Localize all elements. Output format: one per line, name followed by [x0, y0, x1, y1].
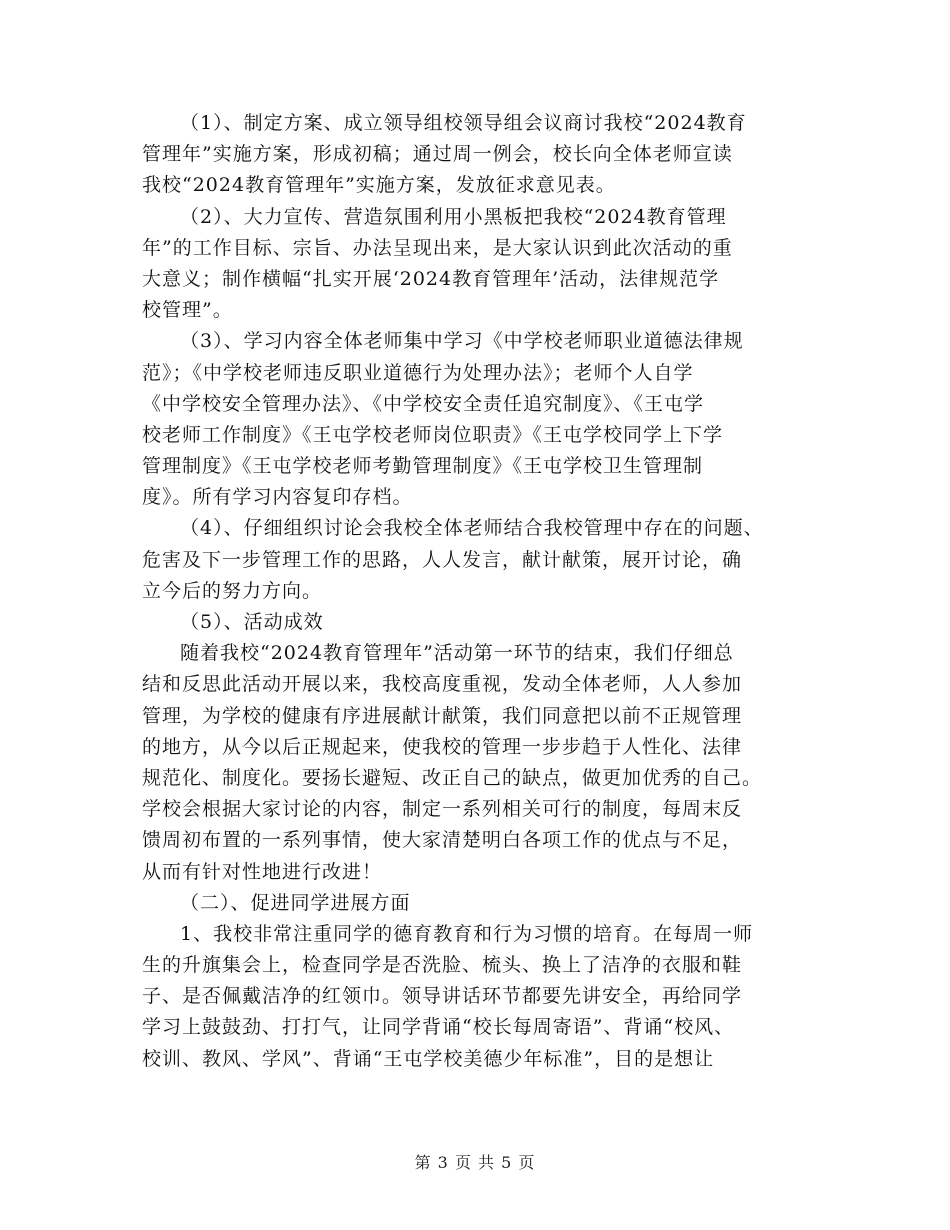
text-line: （4）、仔细组织讨论会我校全体老师结合我校管理中存在的问题、 — [180, 517, 764, 540]
text-line: 校管理”。 — [142, 299, 233, 322]
paragraph-p5 — [142, 607, 822, 638]
text-line: 从而有针对性地进行改进！ — [142, 860, 383, 883]
text-line: 学习上鼓鼓劲、打打气，让同学背诵“校长每周寄语”、背诵“校风、 — [142, 1016, 735, 1039]
text-line: 管理，为学校的健康有序进展献计献策，我们同意把以前不正规管理 — [142, 704, 743, 727]
text-line: 度》。所有学习内容复印存档。 — [142, 486, 413, 509]
page-footer — [0, 1150, 950, 1173]
text-line: （5）、活动成效 — [180, 611, 324, 633]
text-line: 子、是否佩戴洁净的红领巾。领导讲话环节都要先讲安全，再给同学 — [142, 985, 743, 1008]
paragraph-p2 — [142, 202, 822, 327]
text-line: 生的升旗集会上，检查同学是否洗脸、梳头、换上了洁净的衣服和鞋 — [142, 954, 743, 977]
text-line: 随着我校“2024教育管理年”活动第一环节的结束，我们仔细总 — [180, 642, 734, 665]
paragraph-p4 — [142, 513, 822, 607]
text-line: 我校“2024教育管理年”实施方案，发放征求意见表。 — [142, 174, 616, 197]
text-line: 大意义；制作横幅“扎实开展‘2024教育管理年’活动，法律规范学 — [142, 267, 720, 290]
text-line: 学校会根据大家讨论的内容，制定一系列相关可行的制度，每周末反 — [142, 798, 743, 821]
text-line: 结和反思此活动开展以来，我校高度重视，发动全体老师，人人参加 — [142, 673, 743, 696]
document-body — [142, 108, 822, 1075]
paragraph-p3 — [142, 326, 822, 513]
text-line: 范》；《中学校老师违反职业道德行为处理办法》；老师个人自学 — [142, 361, 694, 384]
text-line: 的地方，从今以后正规起来，使我校的管理一步步趋于人性化、法律 — [142, 735, 743, 758]
text-line: 1、我校非常注重同学的德育教育和行为习惯的培育。在每周一师 — [180, 922, 754, 945]
text-line: 年”的工作目标、宗旨、办法呈现出来，是大家认识到此次活动的重 — [142, 236, 733, 259]
paragraph-p8 — [142, 919, 822, 1075]
paragraph-p6 — [142, 638, 822, 888]
text-line: 危害及下一步管理工作的思路，人人发言，献计献策，展开讨论，确 — [142, 548, 743, 571]
text-line: （二）、促进同学进展方面 — [180, 891, 411, 914]
text-line: 校老师工作制度》《王屯学校老师岗位职责》《王屯学校同学上下学 — [142, 423, 724, 446]
text-line: 规范化、制度化。要扬长避短、改正自己的缺点，做更加优秀的自己。 — [142, 766, 763, 789]
page-number: 第 3 页 共 5 页 — [414, 1153, 536, 1172]
text-line: （1）、制定方案、成立领导组校领导组会议商讨我校“2024教育 — [180, 112, 747, 134]
text-line: 管理年”实施方案，形成初稿；通过周一例会，校长向全体老师宣读 — [142, 143, 733, 166]
text-line: （3）、学习内容全体老师集中学习《中学校老师职业道德法律规 — [180, 330, 744, 353]
text-line: 校训、教风、学风”、背诵“王屯学校美德少年标准”，目的是想让 — [142, 1047, 715, 1070]
paragraph-p1 — [142, 108, 822, 202]
text-line: 馈周初布置的一系列事情，使大家清楚明白各项工作的优点与不足， — [142, 829, 743, 852]
text-line: 《中学校安全管理办法》、《中学校安全责任追究制度》、《王屯学 — [142, 392, 705, 415]
text-line: 立今后的努力方向。 — [142, 579, 323, 602]
text-line: （2）、大力宣传、营造氛围利用小黑板把我校“2024教育管理 — [180, 205, 727, 228]
paragraph-p7 — [142, 888, 822, 919]
text-line: 管理制度》《王屯学校老师考勤管理制度》《王屯学校卫生管理制 — [142, 455, 704, 478]
